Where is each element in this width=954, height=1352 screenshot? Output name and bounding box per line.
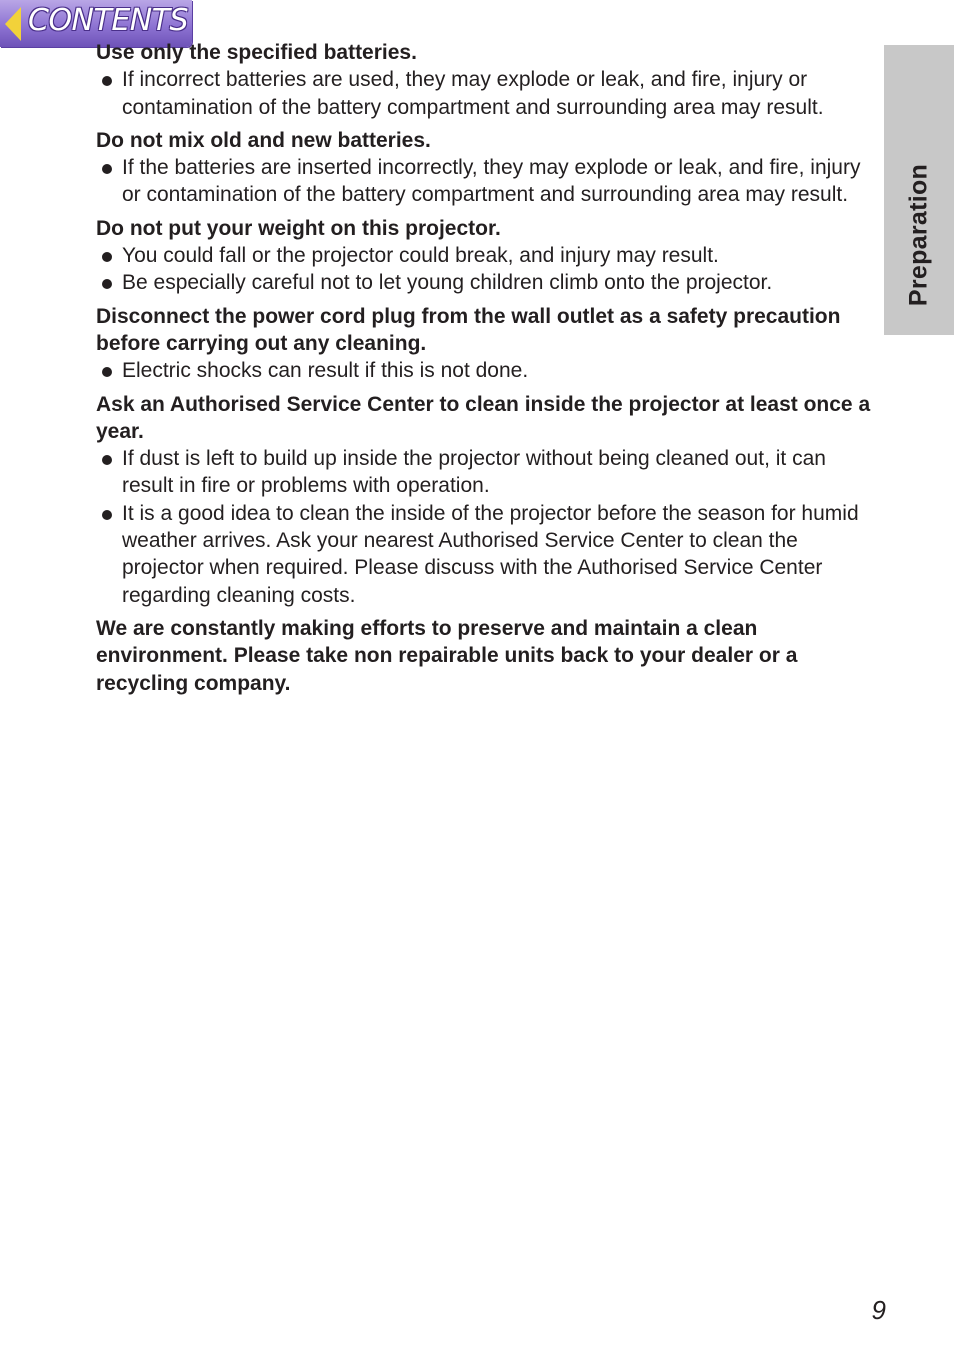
bullet-text: If the batteries are inserted incorrectly, they may explode or leak, and fire, injury or contamination of the battery compartment and surrounding area may result. (122, 156, 861, 207)
bullet-dot-icon (102, 455, 112, 465)
bullet-dot-icon (102, 367, 112, 377)
contents-label: CONTENTS (28, 3, 189, 38)
bullet-item (96, 357, 874, 384)
section-batteries-specified (96, 39, 874, 121)
page-content (96, 39, 874, 703)
bullet-text: If dust is left to build up inside the projector without being cleaned out, it can result in fire or problems with operation. (122, 447, 826, 498)
section-cleaning (96, 391, 874, 609)
bullet-item (96, 500, 874, 609)
bullet-dot-icon (102, 76, 112, 86)
section-tab-label: Preparation (904, 163, 933, 307)
bullet-dot-icon (102, 252, 112, 262)
section-weight (96, 215, 874, 297)
bullet-dot-icon (102, 510, 112, 520)
bullet-item (96, 445, 874, 500)
bullet-text: It is a good idea to clean the inside of the projector before the season for humid weather arrives. Ask your nearest Authorised Service Center to clean the projector when required. Please discuss with the Authorised Service Center regarding cleaning costs. (122, 501, 859, 607)
section-environment (96, 615, 874, 697)
section-tab-preparation (884, 45, 954, 335)
bullet-text: You could fall or the projector could break, and injury may result. (122, 244, 719, 268)
bullet-item (96, 66, 874, 121)
section-batteries-mix (96, 127, 874, 209)
bullet-item (96, 154, 874, 209)
section-heading: Do not put your weight on this projector. (96, 216, 501, 240)
section-heading: Ask an Authorised Service Center to clean inside the projector at least once a year. (96, 392, 871, 443)
bullet-dot-icon (102, 164, 112, 174)
bullet-dot-icon (102, 279, 112, 289)
page-number: 9 (871, 1295, 886, 1325)
section-disconnect-power (96, 303, 874, 385)
bullet-text: If incorrect batteries are used, they may explode or leak, and fire, injury or contamination of the battery compartment and surrounding area may result. (122, 68, 824, 119)
section-heading: Disconnect the power cord plug from the wall outlet as a safety precaution before carrying out any cleaning. (96, 304, 841, 355)
bullet-text: Be especially careful not to let young children climb onto the projector. (122, 271, 773, 295)
bullet-item (96, 269, 874, 296)
section-heading: Do not mix old and new batteries. (96, 128, 431, 152)
bullet-text: Electric shocks can result if this is not done. (122, 359, 529, 383)
bullet-item (96, 242, 874, 269)
left-arrow-icon (5, 7, 21, 41)
section-heading: We are constantly making efforts to preserve and maintain a clean environment. Please take non repairable units back to your dealer or a recycling company. (96, 616, 798, 695)
section-heading: Use only the specified batteries. (96, 41, 417, 64)
